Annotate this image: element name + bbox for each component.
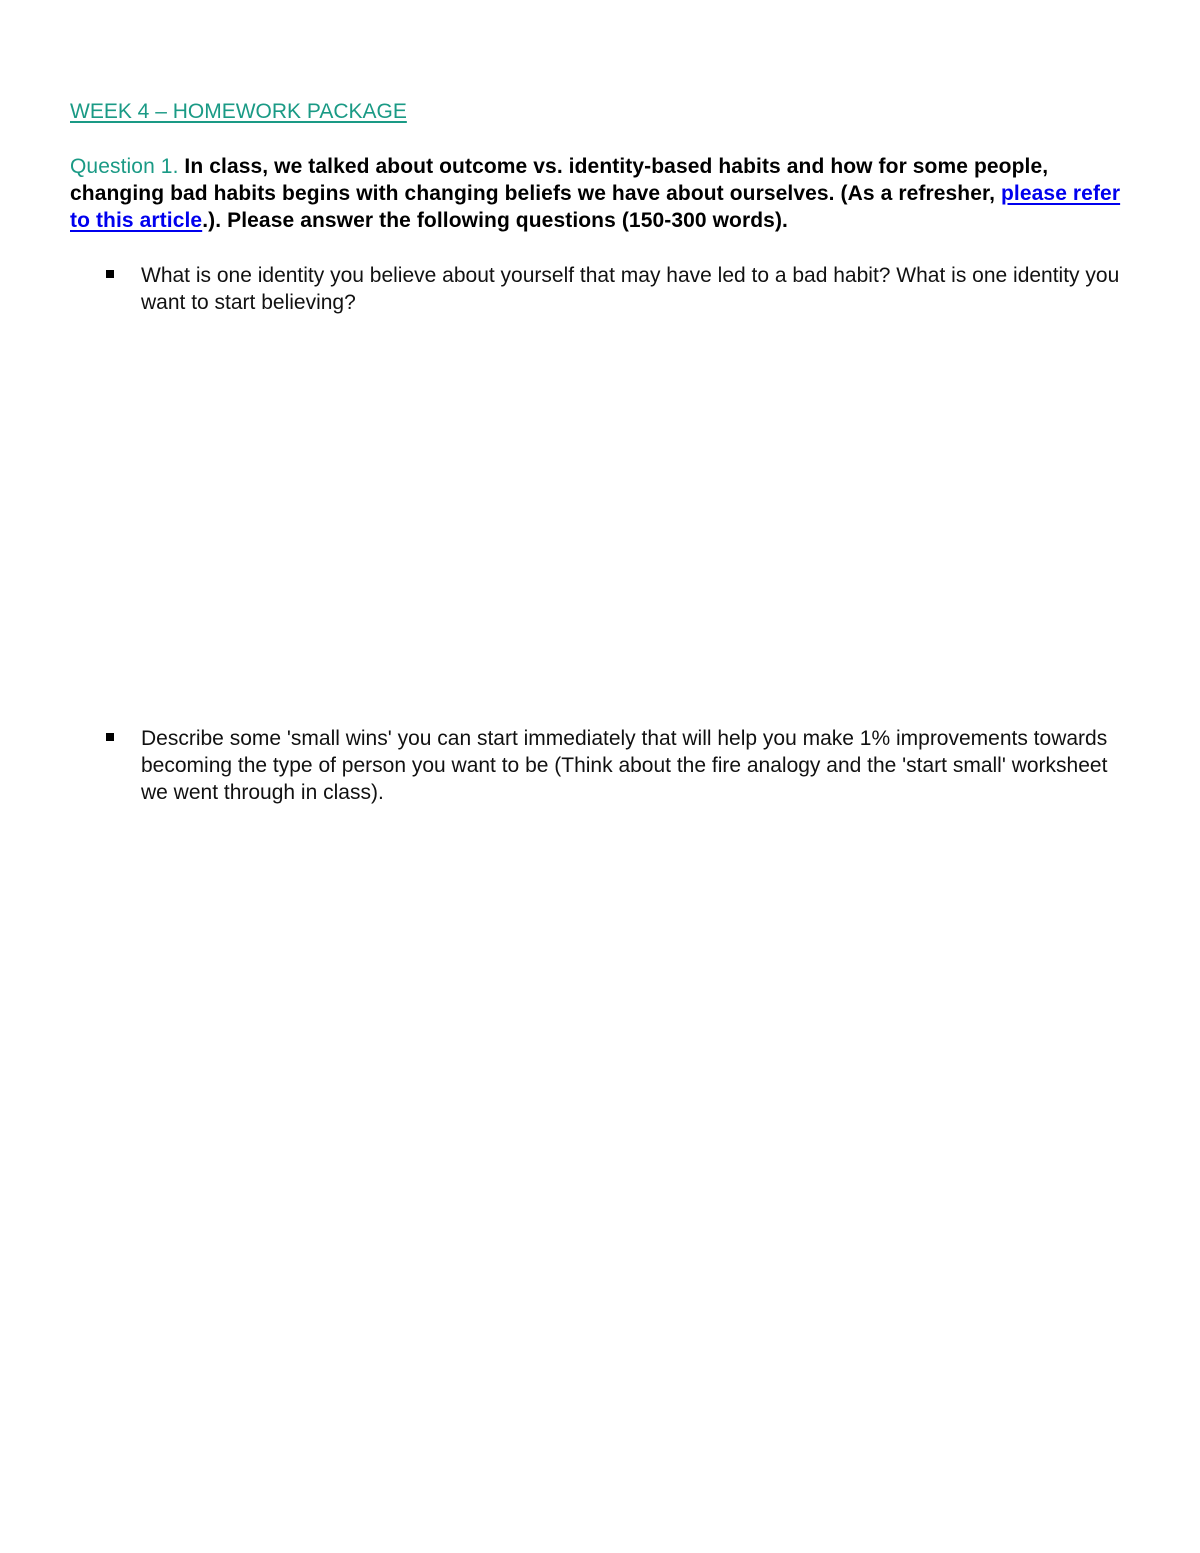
square-bullet-icon — [106, 270, 114, 278]
document-page — [70, 0, 1130, 1553]
square-bullet-icon — [106, 733, 114, 741]
question-label: Question 1. — [70, 155, 179, 178]
article-link[interactable]: please refer to this article — [70, 182, 1121, 232]
bullet-text: What is one identity you believe about yourself that may have led to a bad habit? What is one identity you want to start believing? — [141, 264, 1120, 314]
document-title: WEEK 4 – HOMEWORK PACKAGE — [70, 100, 407, 123]
bullet-text: Describe some 'small wins' you can start immediately that will help you make 1% improvements towards becoming the type of person you want to be (Think about the fire analogy and the 'start small' worksheet we went through in class). — [141, 727, 1108, 804]
question-1 — [70, 153, 1130, 234]
question-text-after-link: .). Please answer the following questions (150-300 words). — [202, 209, 788, 232]
question-text-before-link: In class, we talked about outcome vs. identity-based habits and how for some people, changing bad habits begins with changing beliefs we have about ourselves. (As a refresher, — [70, 155, 1049, 205]
